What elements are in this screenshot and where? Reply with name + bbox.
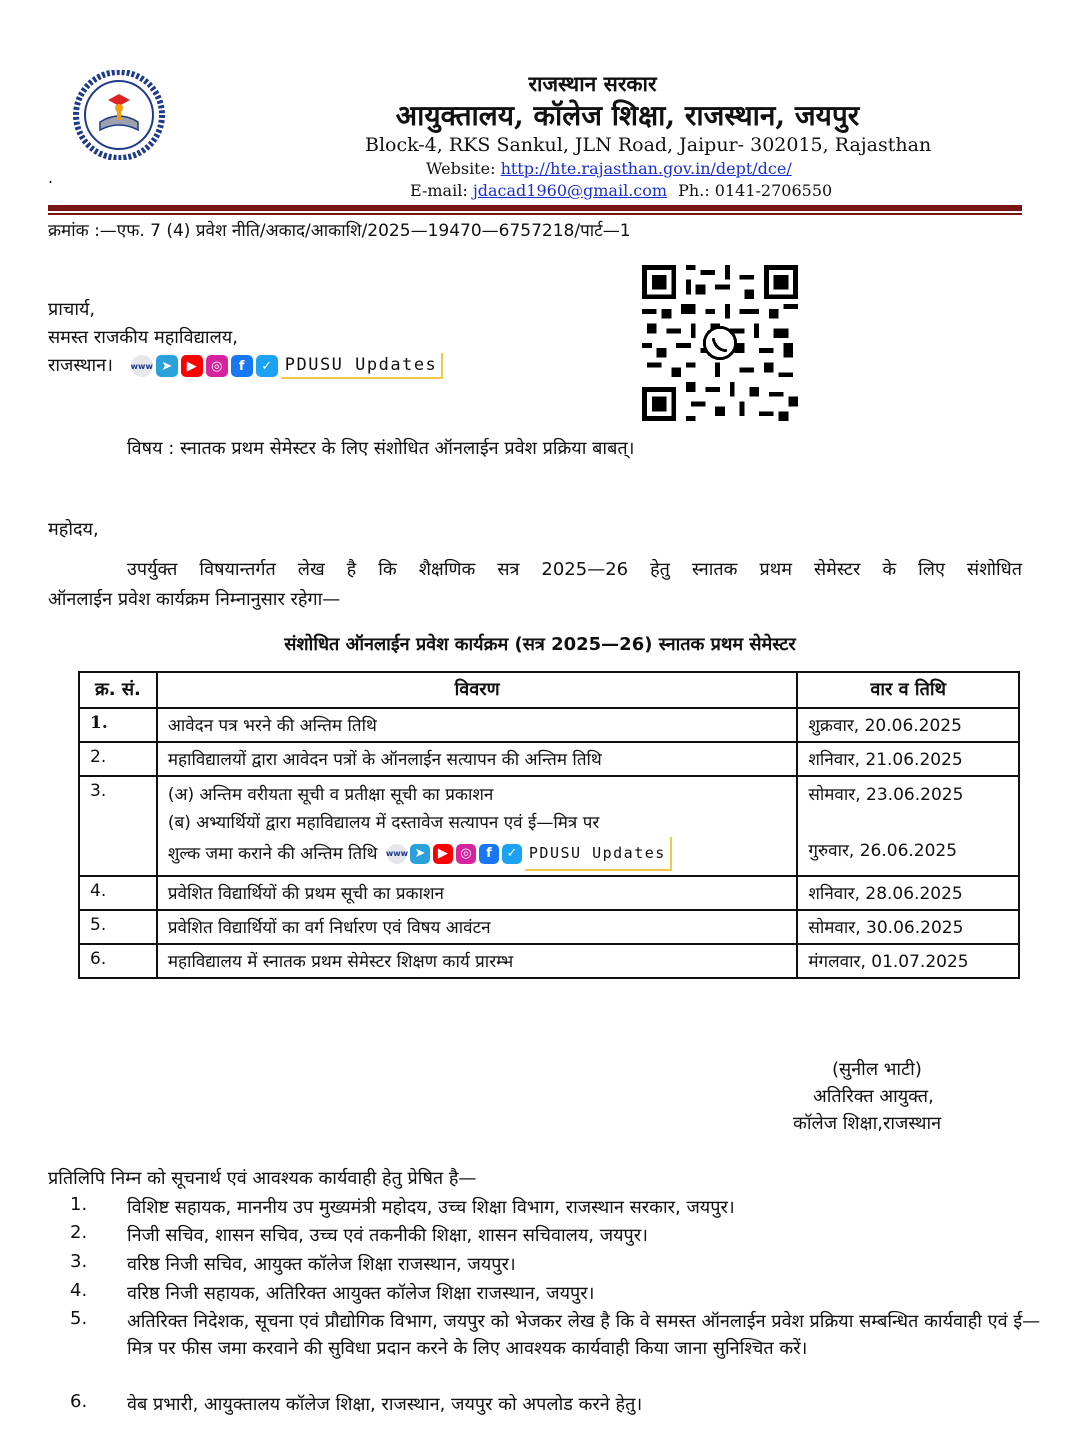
- telegram-icon: ➤: [410, 844, 430, 864]
- row-description-line: (अ) अन्तिम वरीयता सूची व प्रतीक्षा सूची का प्रकाशन: [167, 785, 494, 805]
- table-header-row: [79, 672, 1019, 708]
- instagram-icon: ◎: [456, 844, 476, 864]
- table-row: [79, 910, 1019, 944]
- twitter-icon: ✓: [502, 844, 522, 864]
- row-description: महाविद्यालयों द्वारा आवेदन पत्रों के ऑनलाईन सत्यापन की अन्तिम तिथि: [157, 742, 798, 776]
- row-number: 5.: [79, 910, 157, 944]
- row-date: [797, 776, 1019, 876]
- www-icon: www: [387, 844, 407, 864]
- subject-line: विषय : स्नातक प्रथम सेमेस्टर के लिए संशोधित ऑनलाईन प्रवेश प्रक्रिया बाबत्।: [127, 438, 635, 459]
- list-item-number: 6.: [70, 1391, 88, 1412]
- list-item-text: निजी सचिव, शासन सचिव, उच्च एवं तकनीकी शिक्षा, शासन सचिवालय, जयपुर।: [127, 1225, 648, 1246]
- header-rule-thin: [48, 213, 1022, 215]
- signatory-name: (सुनील भाटी): [832, 1059, 922, 1080]
- row-number: 6.: [79, 944, 157, 978]
- row-description-line: (ब) अभ्यार्थियों द्वारा महाविद्यालय में दस्तावेज सत्यापन एवं ई—मित्र पर: [167, 813, 600, 833]
- instagram-icon: ◎: [206, 355, 228, 377]
- website-link[interactable]: http://hte.rajasthan.gov.in/dept/dce/: [500, 159, 792, 178]
- row-description: महाविद्यालय में स्नातक प्रथम सेमेस्टर शिक्षण कार्य प्रारम्भ: [157, 944, 798, 978]
- schedule-table: [78, 671, 1020, 979]
- email-link[interactable]: jdacad1960@gmail.com: [472, 181, 668, 200]
- column-header-day-date: वार व तिथि: [797, 672, 1019, 708]
- qr-code[interactable]: [640, 265, 800, 421]
- row-date-line: गुरुवार, 26.06.2025: [808, 841, 958, 861]
- facebook-icon: f: [479, 844, 499, 864]
- list-item-text: अतिरिक्त निदेशक, सूचना एवं प्रौद्योगिक विभाग, जयपुर को भेजकर लेख है कि वे समस्त ऑनलाईन प्रवेश प्रक्रिया सम्बन्धित कार्यवाही एवं ई—मित्र पर फीस जमा करवाने की सुविधा प्रदान करने के लिए आवश्यक कार्यवाही किया जाना सुनिश्चित करें।: [127, 1311, 1041, 1359]
- table-row: [79, 944, 1019, 978]
- row-description: प्रवेशित विद्यार्थियों की प्रथम सूची का प्रकाशन: [157, 876, 798, 910]
- pdusu-watermark-text: PDUSU Updates: [281, 353, 444, 379]
- www-icon: www: [131, 355, 153, 377]
- table-row: [79, 742, 1019, 776]
- body-line-1: उपर्युक्त विषयान्तर्गत लेख है कि शैक्षणिक सत्र 2025—26 हेतु स्नातक प्रथम सेमेस्टर के लिए संशोधित: [127, 559, 1022, 580]
- row-date: सोमवार, 30.06.2025: [797, 910, 1019, 944]
- schedule-title: संशोधित ऑनलाईन प्रवेश कार्यक्रम (सत्र 2025—26) स्नातक प्रथम सेमेस्टर: [284, 634, 796, 655]
- pdusu-watermark[interactable]: [387, 837, 672, 871]
- column-header-serial: क्र. सं.: [79, 672, 157, 708]
- row-description: [157, 776, 798, 876]
- row-number: 3.: [79, 776, 157, 876]
- addressee-line-2: समस्त राजकीय महाविद्यालय,: [48, 327, 238, 348]
- facebook-icon: f: [231, 355, 253, 377]
- row-date: मंगलवार, 01.07.2025: [797, 944, 1019, 978]
- email-label: E-mail:: [410, 181, 468, 200]
- list-item-number: 1.: [70, 1194, 88, 1215]
- website-label: Website:: [426, 159, 496, 178]
- contact-line: [410, 181, 832, 200]
- list-item-number: 4.: [70, 1280, 88, 1301]
- row-number: 2.: [79, 742, 157, 776]
- office-address: Block-4, RKS Sankul, JLN Road, Jaipur- 302015, Rajasthan: [365, 134, 932, 156]
- addressee-state: राजस्थान।: [48, 355, 113, 376]
- copy-to-heading: प्रतिलिपि निम्न को सूचनार्थ एवं आवश्यक कार्यवाही हेतु प्रेषित है—: [48, 1168, 477, 1189]
- addressee-line-1: प्राचार्य,: [48, 299, 96, 320]
- header-rule: [48, 205, 1022, 211]
- body-line-2: ऑनलाईन प्रवेश कार्यक्रम निम्नानुसार रहेगा—: [48, 589, 341, 610]
- signatory-designation: अतिरिक्त आयुक्त,: [813, 1086, 934, 1107]
- twitter-icon: ✓: [256, 355, 278, 377]
- pdusu-watermark[interactable]: [131, 353, 444, 379]
- list-item-text: विशिष्ट सहायक, माननीय उप मुख्यमंत्री महोदय, उच्च शिक्षा विभाग, राजस्थान सरकार, जयपुर।: [127, 1197, 735, 1218]
- row-description: प्रवेशित विद्यार्थियों का वर्ग निर्धारण एवं विषय आवंटन: [157, 910, 798, 944]
- government-line: राजस्थान सरकार: [528, 71, 657, 96]
- row-date: शनिवार, 28.06.2025: [797, 876, 1019, 910]
- phone-number: Ph.: 0141-2706550: [678, 181, 833, 200]
- pdusu-watermark-text: PDUSU Updates: [525, 837, 672, 871]
- salutation: महोदय,: [48, 519, 99, 540]
- spacer: [808, 809, 1008, 837]
- row-description-text: शुल्क जमा कराने की अन्तिम तिथि: [167, 844, 378, 864]
- row-number: 4.: [79, 876, 157, 910]
- row-description-line: [168, 837, 787, 871]
- youtube-icon: ▶: [433, 844, 453, 864]
- row-date: शुक्रवार, 20.06.2025: [797, 708, 1019, 742]
- list-item-text: वरिष्ठ निजी सहायक, अतिरिक्त आयुक्त कॉलेज शिक्षा राजस्थान, जयपुर।: [127, 1283, 595, 1304]
- row-date: शनिवार, 21.06.2025: [797, 742, 1019, 776]
- column-header-description: विवरण: [157, 672, 798, 708]
- table-row: [79, 708, 1019, 742]
- stray-dot: .: [48, 168, 54, 187]
- list-item-number: 5.: [70, 1308, 88, 1329]
- row-date-line: सोमवार, 23.06.2025: [808, 785, 964, 805]
- list-item-number: 2.: [70, 1222, 88, 1243]
- signatory-office: कॉलेज शिक्षा,राजस्थान: [793, 1113, 942, 1134]
- addressee-line-3: [48, 353, 443, 379]
- office-title: आयुक्तालय, कॉलेज शिक्षा, राजस्थान, जयपुर: [395, 99, 860, 132]
- website-line: [426, 159, 792, 178]
- telegram-icon: ➤: [156, 355, 178, 377]
- youtube-icon: ▶: [181, 355, 203, 377]
- table-row: [79, 776, 1019, 876]
- list-item-text: वरिष्ठ निजी सचिव, आयुक्त कॉलेज शिक्षा राजस्थान, जयपुर।: [127, 1254, 516, 1275]
- reference-number: क्रमांक :—एफ. 7 (4) प्रवेश नीति/अकाद/आकाशि/2025—19470—6757218/पार्ट—1: [48, 221, 631, 241]
- list-item-text: वेब प्रभारी, आयुक्तालय कॉलेज शिक्षा, राजस्थान, जयपुर को अपलोड करने हेतु।: [127, 1394, 643, 1415]
- list-item-number: 3.: [70, 1251, 88, 1272]
- row-number: 1.: [79, 708, 157, 742]
- row-description: आवेदन पत्र भरने की अन्तिम तिथि: [157, 708, 798, 742]
- table-row: [79, 876, 1019, 910]
